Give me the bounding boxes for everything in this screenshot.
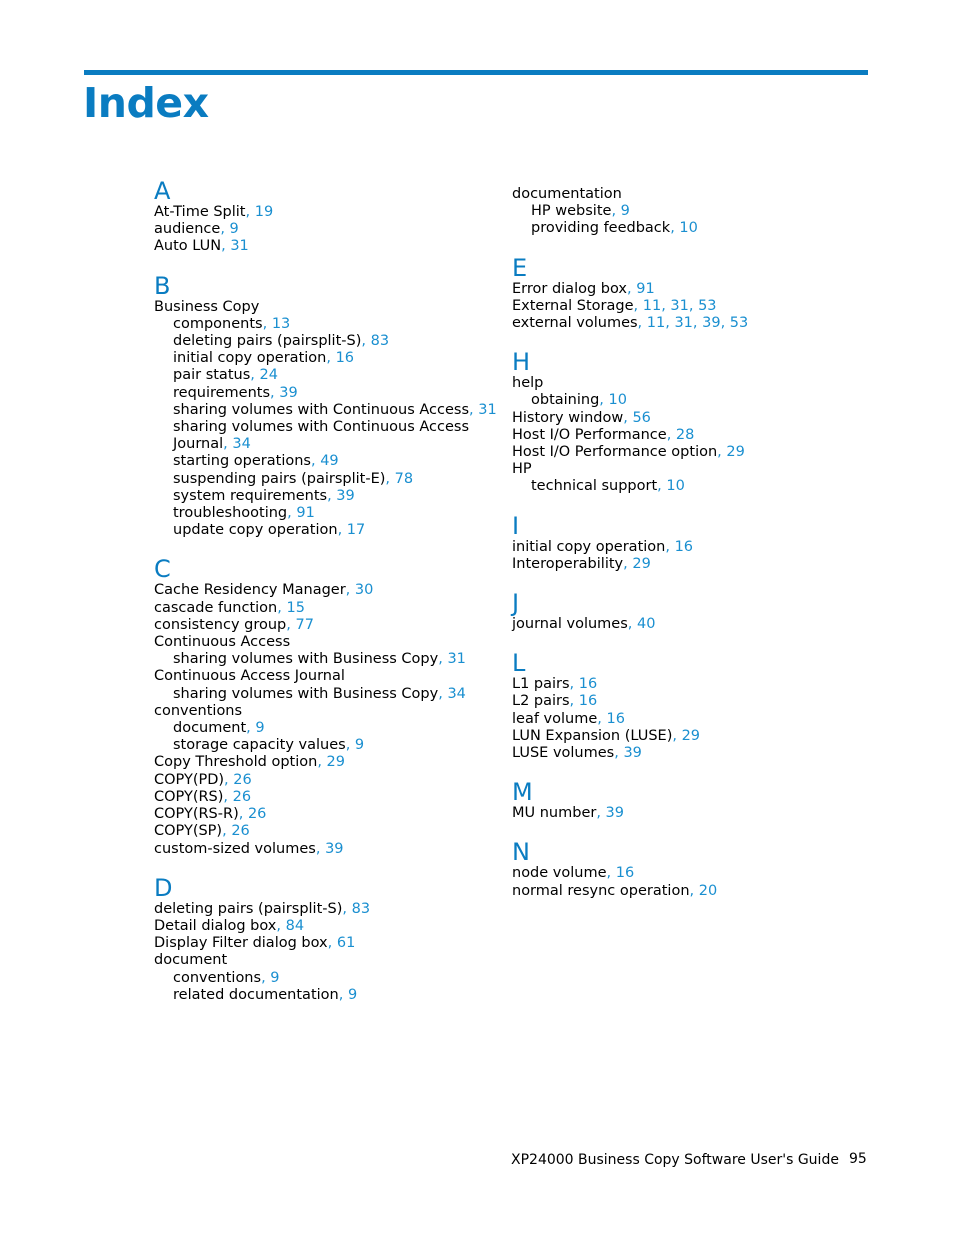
index-entry: Host I/O Performance, 28	[512, 426, 695, 443]
index-subentry: providing feedback, 10	[531, 220, 698, 237]
entry-term: help	[512, 375, 544, 392]
index-section	[512, 186, 872, 238]
index-entry: LUSE volumes, 39	[512, 745, 642, 762]
index-subentry: HP website, 9	[531, 203, 630, 220]
index-entry: Display Filter dialog box, 61	[154, 935, 356, 952]
entry-term: providing feedback	[531, 220, 671, 237]
page-link[interactable]: 28	[675, 426, 695, 443]
index-entry: Error dialog box, 91	[512, 280, 655, 297]
entry-term: requirements	[173, 384, 271, 401]
entry-term: normal resync operation	[512, 882, 690, 899]
entry-term: update copy operation	[173, 522, 338, 539]
page-link[interactable]: 16	[606, 710, 625, 727]
index-subentry: technical support, 10	[531, 478, 685, 495]
page-link[interactable]: 39	[325, 840, 344, 857]
index-subentry: conventions, 9	[173, 969, 280, 986]
section-letter: B	[154, 271, 171, 300]
page-link[interactable]: 91	[296, 505, 315, 522]
index-entry	[512, 186, 872, 203]
index-section	[512, 590, 872, 633]
page-link[interactable]: 34	[232, 436, 251, 453]
index-section	[512, 779, 872, 822]
index-entry	[154, 703, 494, 720]
entry-term: pair status	[173, 367, 251, 384]
entry-term: Continuous Access Journal	[154, 668, 345, 685]
page-link[interactable]: 17	[346, 522, 366, 539]
page-link[interactable]: 31	[478, 401, 497, 418]
index-subentry: storage capacity values, 9	[173, 737, 365, 754]
page-link[interactable]: 10	[679, 220, 698, 237]
entry-term: Auto LUN	[154, 238, 222, 255]
entry-term: cascade function	[154, 599, 278, 616]
index-subentry: initial copy operation, 16	[173, 350, 355, 367]
index-entry: L2 pairs, 16	[512, 693, 598, 710]
index-subentry: system requirements, 39	[173, 487, 355, 504]
entry-term: suspending pairs (pairsplit-E)	[173, 470, 386, 487]
page-link[interactable]: 61	[336, 935, 356, 952]
index-entry: consistency group, 77	[154, 616, 314, 633]
section-letter: C	[154, 555, 171, 584]
entry-term: COPY(RS)	[154, 788, 224, 805]
page-link[interactable]: 31	[447, 651, 466, 668]
index-entry: L1 pairs, 16	[512, 676, 598, 693]
entry-term: technical support	[531, 478, 658, 495]
section-letter: A	[154, 177, 171, 205]
entry-term: Display Filter dialog box	[154, 935, 328, 952]
page-link[interactable]: 9	[229, 221, 239, 238]
index-entry: COPY(PD), 26	[154, 771, 252, 788]
index-section	[512, 513, 872, 573]
page-link[interactable]: 29	[726, 444, 745, 461]
index-entry: audience, 9	[154, 221, 239, 238]
entry-term: Continuous Access	[154, 634, 291, 651]
index-subentry: components, 13	[173, 315, 291, 332]
entry-term: Interoperability	[512, 555, 624, 572]
index-entry: History window, 56	[512, 409, 651, 426]
page-link[interactable]: 56	[632, 409, 651, 426]
page-link[interactable]: 16	[335, 350, 355, 367]
page-link[interactable]: 9	[620, 203, 630, 220]
page-link[interactable]: 39	[279, 384, 298, 401]
page-link[interactable]: 29	[326, 754, 345, 771]
entry-term: L2 pairs	[512, 693, 570, 710]
index-section	[512, 650, 872, 762]
index-entry: normal resync operation, 20	[512, 882, 718, 899]
entry-term: External Storage	[512, 297, 634, 314]
entry-term: obtaining	[531, 392, 600, 409]
index-subentry: suspending pairs (pairsplit-E), 78	[173, 470, 414, 487]
page-link[interactable]: 9	[255, 720, 265, 737]
page-link[interactable]: 40	[637, 616, 656, 633]
index-entry: node volume, 16	[512, 865, 635, 882]
index-entry: Cache Residency Manager, 30	[154, 582, 374, 599]
index-subentry: sharing volumes with Business Copy, 34	[173, 685, 466, 702]
entry-term: document	[173, 720, 247, 737]
section-letter: I	[512, 511, 520, 540]
index-entry: Auto LUN, 31	[154, 238, 249, 255]
entry-term: COPY(RS-R)	[154, 806, 239, 823]
page-link[interactable]: 26	[233, 771, 252, 788]
entry-term: Host I/O Performance option	[512, 444, 718, 461]
page-link[interactable]: 10	[608, 392, 627, 409]
entry-term: Error dialog box	[512, 280, 627, 297]
entry-term: HP website	[531, 203, 612, 220]
page-link[interactable]: 78	[394, 470, 414, 487]
entry-term: audience	[154, 221, 221, 238]
index-subentry: sharing volumes with Continuous Access, 31	[173, 401, 497, 418]
entry-term: initial copy operation	[173, 350, 327, 367]
index-entry: journal volumes, 40	[512, 616, 656, 633]
section-letter: D	[154, 873, 173, 902]
entry-term: node volume	[512, 865, 607, 882]
index-section	[512, 349, 872, 495]
entry-term: COPY(SP)	[154, 823, 223, 840]
entry-term: Detail dialog box	[154, 917, 277, 934]
entry-term: system requirements	[173, 487, 328, 504]
page-title: Index	[83, 79, 209, 127]
page-link[interactable]: 16	[615, 865, 635, 882]
index-entry: MU number, 39	[512, 805, 624, 822]
index-subentry: related documentation, 9	[173, 986, 358, 1003]
page-link[interactable]: 53	[698, 297, 717, 314]
page-link[interactable]: 9	[270, 969, 280, 986]
entry-term: LUSE volumes	[512, 745, 615, 762]
page-link[interactable]: 9	[347, 986, 358, 1003]
footer-document-title: XP24000 Business Copy Software User's Guide	[511, 1152, 839, 1168]
index-entry	[154, 668, 494, 685]
entry-term: document	[154, 952, 228, 969]
entry-term: L1 pairs	[512, 676, 570, 693]
page-link[interactable]: 11	[642, 297, 662, 314]
index-section	[154, 556, 494, 857]
page-link[interactable]: 26	[231, 823, 250, 840]
page-link[interactable]: 26	[232, 788, 252, 805]
page-link[interactable]: 31	[230, 238, 249, 255]
page-link[interactable]: 20	[698, 882, 718, 899]
header-rule	[84, 70, 868, 75]
entry-term: HP	[512, 461, 532, 478]
index-entry: Interoperability, 29	[512, 555, 651, 572]
entry-term: At-Time Split	[154, 204, 246, 220]
index-subentry: requirements, 39	[173, 384, 298, 401]
entry-term: starting operations	[173, 453, 311, 470]
index-column-right	[512, 186, 872, 917]
index-entry: LUN Expansion (LUSE), 29	[512, 727, 701, 744]
page-link[interactable]: 19	[254, 204, 274, 220]
entry-term: History window	[512, 409, 624, 426]
footer-page-number: 95	[849, 1151, 867, 1167]
index-entry: initial copy operation, 16	[512, 538, 694, 555]
entry-term: consistency group	[154, 616, 287, 633]
entry-term: custom-sized volumes	[154, 840, 316, 857]
index-entry	[154, 634, 494, 651]
entry-term: conventions	[154, 702, 243, 719]
entry-term: components	[173, 315, 263, 332]
page-link[interactable]: 16	[674, 538, 694, 555]
page-link[interactable]: 83	[351, 900, 371, 917]
page-link[interactable]: 39	[605, 805, 624, 822]
page-link[interactable]: 16	[578, 676, 598, 693]
index-subentry: update copy operation, 17	[173, 522, 366, 539]
entry-term: external volumes	[512, 315, 638, 332]
entry-term: COPY(PD)	[154, 771, 225, 788]
index-entry	[154, 299, 494, 316]
entry-term: documentation	[512, 186, 622, 202]
entry-term: storage capacity values	[173, 737, 346, 754]
index-column-left	[154, 177, 497, 1021]
index-entry: At-Time Split, 19	[154, 204, 274, 220]
index-entry: External Storage, 11, 31, 53	[512, 297, 717, 314]
entry-term: related documentation	[173, 986, 339, 1003]
page-link[interactable]: 13	[271, 315, 291, 332]
index-entry: COPY(SP), 26	[154, 823, 250, 840]
page-link[interactable]: 31	[674, 315, 693, 332]
index-entry: external volumes, 11, 31, 39, 53	[512, 315, 749, 332]
entry-term: deleting pairs (pairsplit-S)	[173, 333, 362, 350]
index-section	[154, 271, 497, 540]
index-entry: deleting pairs (pairsplit-S), 83	[154, 900, 371, 917]
index-subentry: sharing volumes with Business Copy, 31	[173, 651, 466, 668]
entry-term: sharing volumes with Business Copy	[173, 685, 439, 702]
index-section	[512, 839, 872, 899]
index-subentry: obtaining, 10	[531, 392, 627, 409]
index-section	[154, 178, 494, 256]
entry-term: initial copy operation	[512, 538, 666, 555]
index-entry: Copy Threshold option, 29	[154, 754, 345, 771]
index-entry: COPY(RS-R), 26	[154, 806, 267, 823]
entry-term: Cache Residency Manager	[154, 582, 346, 599]
page-link[interactable]: 9	[354, 737, 365, 754]
entry-term: deleting pairs (pairsplit-S)	[154, 900, 343, 917]
page-link[interactable]: 49	[320, 453, 339, 470]
section-letter: M	[512, 778, 533, 807]
section-letter: E	[512, 253, 528, 282]
page-link[interactable]: 15	[286, 599, 305, 616]
page-link[interactable]: 39	[336, 487, 355, 504]
page-link[interactable]: 10	[666, 478, 685, 495]
index-subentry: document, 9	[173, 720, 265, 737]
page-link[interactable]: 53	[729, 315, 749, 332]
index-subentry: troubleshooting, 91	[173, 505, 315, 522]
page-link[interactable]: 91	[636, 280, 655, 297]
entry-term: sharing volumes with Continuous Access	[173, 401, 470, 418]
page-link[interactable]: 83	[370, 333, 390, 350]
section-letter: L	[512, 649, 526, 678]
page-link[interactable]: 30	[354, 582, 374, 599]
page-link[interactable]: 26	[247, 806, 267, 823]
entry-term: conventions	[173, 969, 262, 986]
entry-term: troubleshooting	[173, 505, 288, 522]
page-link[interactable]: 84	[285, 917, 305, 934]
page-link[interactable]: 11	[646, 315, 666, 332]
index-entry: leaf volume, 16	[512, 710, 625, 727]
section-letter: N	[512, 838, 530, 867]
page-link[interactable]: 24	[259, 367, 278, 384]
index-subentry: deleting pairs (pairsplit-S), 83	[173, 333, 390, 350]
page-link[interactable]: 77	[295, 616, 314, 633]
page-link[interactable]: 29	[681, 727, 701, 744]
index-subentry: starting operations, 49	[173, 453, 339, 470]
page-link[interactable]: 39	[623, 745, 642, 762]
page-link[interactable]: 31	[670, 297, 689, 314]
index-entry: custom-sized volumes, 39	[154, 840, 344, 857]
index-entry	[512, 461, 872, 478]
index-entry: cascade function, 15	[154, 599, 305, 616]
entry-term: LUN Expansion (LUSE)	[512, 727, 673, 744]
entry-term: Copy Threshold option	[154, 754, 318, 771]
page-link[interactable]: 39	[702, 315, 721, 332]
index-entry: Host I/O Performance option, 29	[512, 444, 745, 461]
entry-term: Business Copy	[154, 298, 260, 315]
index-section	[154, 875, 494, 1004]
entry-term: sharing volumes with Business Copy	[173, 651, 439, 668]
entry-term: Host I/O Performance	[512, 426, 667, 443]
entry-term: leaf volume	[512, 710, 598, 727]
index-subentry: sharing volumes with Continuous Access Journal, 34	[173, 419, 470, 453]
entry-term: MU number	[512, 805, 597, 822]
entry-term: sharing volumes with Continuous Access Journal	[173, 419, 470, 453]
index-section	[512, 255, 872, 333]
page-link[interactable]: 16	[578, 693, 598, 710]
index-entry: Detail dialog box, 84	[154, 917, 305, 934]
page-link[interactable]: 34	[447, 685, 466, 702]
index-entry: COPY(RS), 26	[154, 788, 252, 805]
entry-term: journal volumes	[512, 616, 628, 633]
section-letter: J	[512, 589, 520, 618]
section-letter: H	[512, 348, 531, 377]
index-subentry: pair status, 24	[173, 367, 278, 384]
index-entry	[512, 375, 872, 392]
page-link[interactable]: 29	[632, 555, 651, 572]
index-entry	[154, 952, 494, 969]
